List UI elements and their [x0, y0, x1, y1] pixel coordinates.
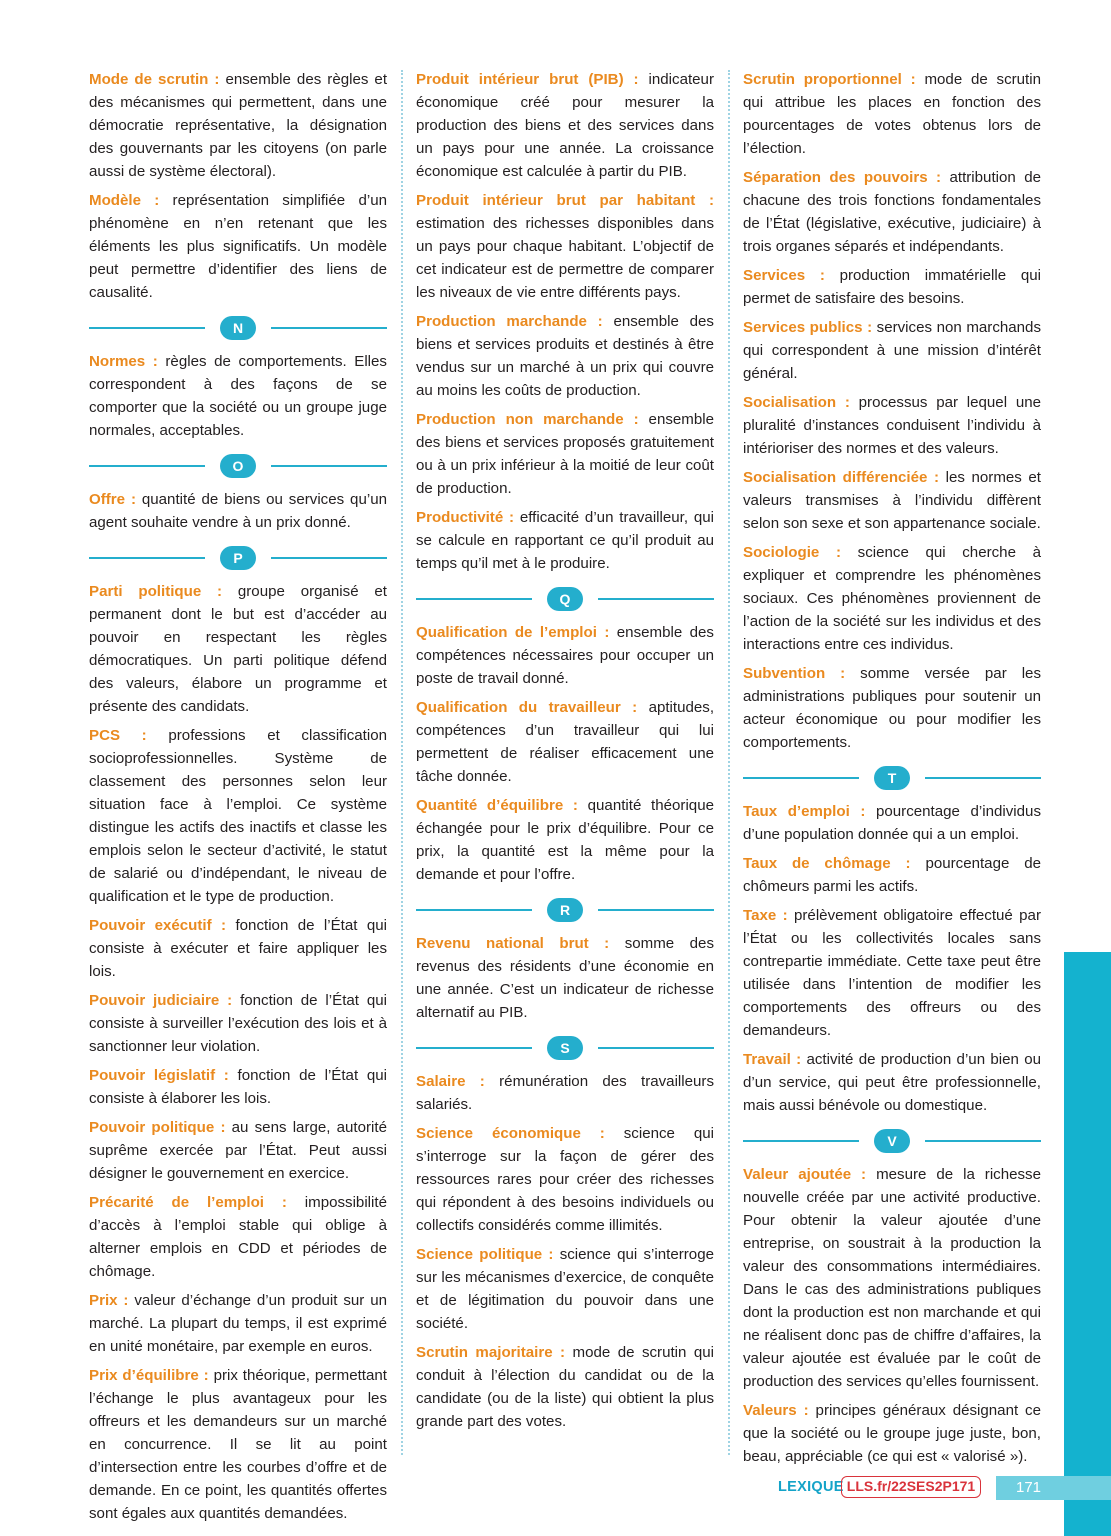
glossary-definition: impossibilité d’accès à l’emploi stable qui oblige à alterner emplois en CDD et périodes de chômage. [89, 1194, 387, 1280]
letter-badge: Q [547, 587, 583, 611]
letter-divider [416, 898, 714, 922]
glossary-term: Pouvoir judiciaire : [89, 992, 233, 1009]
glossary-definition: prélèvement obligatoire effectué par l’État ou les collectivités locales sans contrepartie immédiate. Cette taxe peut être utilisée dans l’intention de modifier les comportements des offreurs ou des demandeurs. [743, 907, 1041, 1039]
divider-line [416, 598, 532, 600]
glossary-definition: fonction de l’État qui consiste à surveiller l’exécution des lois et à sanctionner leur violation. [89, 992, 387, 1055]
glossary-term: Pouvoir législatif : [89, 1067, 229, 1084]
divider-line [925, 777, 1041, 779]
glossary-term: Parti politique : [89, 583, 223, 600]
glossary-entry [416, 794, 714, 886]
glossary-entry [743, 662, 1041, 754]
glossary-definition: rémunération des travailleurs salariés. [416, 1073, 715, 1113]
glossary-entry [743, 264, 1041, 310]
glossary-term: Pouvoir exécutif : [89, 917, 227, 934]
glossary-definition: mode de scrutin qui attribue les places en fonction des pourcentages de votes obtenus lors de l’élection. [743, 71, 1041, 157]
letter-divider [89, 454, 387, 478]
glossary-entry [416, 68, 714, 183]
glossary-definition: ensemble des règles et des mécanismes qui permettent, dans une démocratie représentative, la désignation des gouvernants par les citoyens (on parle aussi de système électoral). [89, 71, 388, 180]
glossary-term: Prix : [89, 1292, 129, 1309]
glossary-entry [416, 408, 714, 500]
letter-badge: N [220, 316, 256, 340]
glossary-term: Normes : [89, 353, 158, 370]
glossary-column-1 [89, 68, 387, 1531]
glossary-term: Productivité : [416, 509, 515, 526]
glossary-definition: processus par lequel une pluralité d’instances conduisent l’individu à intérioriser des normes et des valeurs. [743, 394, 1041, 457]
column-divider [728, 70, 730, 1455]
letter-badge: O [220, 454, 256, 478]
glossary-entry [743, 1399, 1041, 1468]
glossary-entry [89, 1116, 387, 1185]
glossary-column-3 [743, 68, 1041, 1474]
glossary-entry [416, 189, 714, 304]
glossary-definition: science qui s’interroge sur la façon de gérer des ressources rares pour créer des richesses qui répondent à des besoins individuels ou collectifs considérés comme illimités. [416, 1125, 714, 1234]
glossary-column-2 [416, 68, 714, 1439]
glossary-term: Services : [743, 267, 825, 284]
divider-line [743, 1140, 859, 1142]
glossary-definition: estimation des richesses disponibles dans un pays pour chaque habitant. L’objectif de cet indicateur est de permettre de comparer les niveaux de vie entre différents pays. [416, 215, 714, 301]
glossary-entry [743, 1163, 1041, 1393]
glossary-definition: services non marchands qui correspondent à une mission d’intérêt général. [743, 319, 1041, 382]
glossary-term: Prix d’équilibre : [89, 1367, 209, 1384]
glossary-definition: règles de comportements. Elles correspondent à des façons de se comporter que la société ou un groupe juge normales, acceptables. [89, 353, 387, 439]
letter-badge: T [874, 766, 910, 790]
glossary-definition: groupe organisé et permanent dont le but est d’accéder au pouvoir en respectant les règles démocratiques. Un parti politique défend des valeurs, élabore un programme et présente des candidats. [89, 583, 387, 715]
letter-divider [89, 316, 387, 340]
glossary-entry [89, 724, 387, 908]
glossary-term: Valeur ajoutée : [743, 1166, 867, 1183]
glossary-term: Pouvoir politique : [89, 1119, 226, 1136]
glossary-definition: somme des revenus des résidents d’une économie en une année. C’est un indicateur de richesse alternatif au PIB. [416, 935, 714, 1021]
glossary-entry [743, 391, 1041, 460]
glossary-definition: indicateur économique créé pour mesurer la production des biens et des services dans un pays pour une année. La croissance économique est calculée à partir du PIB. [416, 71, 714, 180]
glossary-term: Produit intérieur brut par habitant : [416, 192, 714, 209]
glossary-term: Salaire : [416, 1073, 485, 1090]
glossary-term: Travail : [743, 1051, 802, 1068]
glossary-entry [416, 932, 714, 1024]
glossary-term: Produit intérieur brut (PIB) : [416, 71, 639, 88]
glossary-definition: efficacité d’un travailleur, qui se calcule en rapportant ce qu’il produit au temps qu’il met à le produire. [416, 509, 714, 572]
glossary-entry [743, 852, 1041, 898]
glossary-entry [89, 1064, 387, 1110]
glossary-term: Taux de chômage : [743, 855, 911, 872]
glossary-definition: ensemble des compétences nécessaires pour occuper un poste de travail donné. [416, 624, 714, 687]
glossary-entry [89, 914, 387, 983]
divider-line [925, 1140, 1041, 1142]
glossary-definition: activité de production d’un bien ou d’un service, qui peut être professionnelle, mais aussi bénévole ou domestique. [743, 1051, 1041, 1114]
glossary-definition: valeur d’échange d’un produit sur un marché. La plupart du temps, il est exprimé en unité monétaire, par exemple en euros. [89, 1292, 387, 1355]
glossary-entry [743, 541, 1041, 656]
glossary-term: Taux d’emploi : [743, 803, 866, 820]
glossary-definition: fonction de l’État qui consiste à élaborer les lois. [89, 1067, 387, 1107]
letter-divider [743, 1129, 1041, 1153]
glossary-entry [743, 166, 1041, 258]
glossary-term: Mode de scrutin : [89, 71, 220, 88]
glossary-term: Scrutin proportionnel : [743, 71, 916, 88]
glossary-definition: professions et classification socioprofessionnelles. Système de classement des personnes selon leur situation face à l’emploi. Ce système distingue les actifs des inactifs et classe les emplois selon le secteur d’activité, le statut de salarié ou d’indépendant, le niveau de qualification et le type de production. [89, 727, 388, 905]
reference-link[interactable]: LLS.fr/22SES2P171 [841, 1476, 981, 1498]
glossary-term: Socialisation : [743, 394, 850, 411]
glossary-definition: pourcentage de chômeurs parmi les actifs. [743, 855, 1042, 895]
glossary-term: Taxe : [743, 907, 788, 924]
letter-badge: R [547, 898, 583, 922]
side-color-tab [1064, 952, 1111, 1536]
glossary-definition: pourcentage d’individus d’une population donnée qui a un emploi. [743, 803, 1041, 843]
glossary-term: Modèle : [89, 192, 160, 209]
glossary-definition: mesure de la richesse nouvelle créée par une activité productive. Pour obtenir la valeur ajoutée d’une entreprise, on soustrait à la production la valeur des consommations intermédiaires. Dans le cas des administrations publiques dont la production est non marchande et qui ne réalisent donc pas de chiffre d’affaires, la valeur ajoutée est évaluée par le coût de production des services qu’elles fournissent. [743, 1166, 1041, 1390]
letter-badge: S [547, 1036, 583, 1060]
glossary-entry [89, 989, 387, 1058]
glossary-term: Scrutin majoritaire : [416, 1344, 566, 1361]
divider-line [89, 327, 205, 329]
glossary-entry [89, 1191, 387, 1283]
glossary-entry [743, 800, 1041, 846]
glossary-definition: représentation simplifiée d’un phénomène en n’en retenant que les éléments les plus significatifs. Un modèle peut permettre d’identifier des liens de causalité. [89, 192, 387, 301]
glossary-term: Sociologie : [743, 544, 841, 561]
glossary-definition: quantité de biens ou services qu’un agent souhaite vendre à un prix donné. [89, 491, 387, 531]
divider-line [271, 327, 387, 329]
divider-line [416, 1047, 532, 1049]
glossary-term: Science économique : [416, 1125, 605, 1142]
letter-badge: V [874, 1129, 910, 1153]
glossary-definition: prix théorique, permettant l’échange le plus avantageux pour les offreurs et les demandeurs sur un marché en concurrence. Il se lit au point d’intersection entre les courbes d’offre et de demande. En ce point, les quantités offertes sont égales aux quantités demandées. [89, 1367, 387, 1522]
section-label: LEXIQUE [778, 1479, 844, 1495]
glossary-entry [743, 466, 1041, 535]
glossary-entry [416, 1243, 714, 1335]
glossary-entry [416, 506, 714, 575]
letter-divider [416, 1036, 714, 1060]
letter-divider [743, 766, 1041, 790]
divider-line [598, 1047, 714, 1049]
glossary-definition: ensemble des biens et services produits et destinés à être vendus sur un marché à un prix qui couvre au moins les coûts de production. [416, 313, 714, 399]
glossary-term: Qualification du travailleur : [416, 699, 638, 716]
glossary-definition: mode de scrutin qui conduit à l’élection du candidat ou de la candidate (ou de la liste) qui obtient la plus grande part des votes. [416, 1344, 714, 1430]
divider-line [271, 557, 387, 559]
glossary-entry [416, 621, 714, 690]
glossary-definition: attribution de chacune des trois fonctions fondamentales de l’État (législative, exécutive, judiciaire) à trois organes séparés et indépendants. [743, 169, 1041, 255]
divider-line [89, 465, 205, 467]
glossary-entry [743, 904, 1041, 1042]
divider-line [743, 777, 859, 779]
glossary-term: Socialisation différenciée : [743, 469, 940, 486]
glossary-definition: production immatérielle qui permet de satisfaire des besoins. [743, 267, 1041, 307]
glossary-entry [89, 189, 387, 304]
glossary-definition: fonction de l’État qui consiste à exécuter et faire appliquer les lois. [89, 917, 388, 980]
divider-line [598, 909, 714, 911]
glossary-entry [89, 1289, 387, 1358]
glossary-entry [416, 310, 714, 402]
glossary-definition: principes généraux désignant ce que la société ou le groupe juge juste, bon, beau, appréciable (ce qui est « valorisé »). [743, 1402, 1041, 1465]
divider-line [416, 909, 532, 911]
glossary-term: Revenu national brut : [416, 935, 610, 952]
glossary-entry [416, 1070, 714, 1116]
letter-divider [89, 546, 387, 570]
glossary-entry [416, 696, 714, 788]
glossary-definition: quantité théorique échangée pour le prix d’équilibre. Pour ce prix, la quantité est la même pour la demande et pour l’offre. [416, 797, 714, 883]
glossary-term: Production marchande : [416, 313, 603, 330]
divider-line [271, 465, 387, 467]
letter-badge: P [220, 546, 256, 570]
glossary-entry [89, 488, 387, 534]
glossary-term: Science politique : [416, 1246, 554, 1263]
page-number: 171 [996, 1476, 1111, 1500]
glossary-term: Offre : [89, 491, 136, 508]
glossary-definition: somme versée par les administrations publiques pour soutenir un acteur économique ou pour modifier les comportements. [743, 665, 1041, 751]
column-divider [401, 70, 403, 1455]
glossary-entry [743, 68, 1041, 160]
glossary-entry [743, 316, 1041, 385]
glossary-entry [416, 1341, 714, 1433]
glossary-definition: au sens large, autorité suprême exercée par l’État. Peut aussi désigner le gouvernement en exercice. [89, 1119, 387, 1182]
glossary-term: Subvention : [743, 665, 846, 682]
glossary-term: Qualification de l’emploi : [416, 624, 610, 641]
glossary-definition: les normes et valeurs transmises à l’individu diffèrent selon son sexe et son appartenance sociale. [743, 469, 1041, 532]
glossary-entry [89, 350, 387, 442]
glossary-term: Quantité d’équilibre : [416, 797, 578, 814]
glossary-definition: science qui s’interroge sur les mécanismes d’exercice, de conquête et de légitimation du pouvoir dans une société. [416, 1246, 714, 1332]
glossary-entry [89, 580, 387, 718]
glossary-term: Services publics : [743, 319, 873, 336]
letter-divider [416, 587, 714, 611]
glossary-term: PCS : [89, 727, 147, 744]
divider-line [598, 598, 714, 600]
glossary-term: Séparation des pouvoirs : [743, 169, 942, 186]
glossary-entry [416, 1122, 714, 1237]
glossary-entry [743, 1048, 1041, 1117]
glossary-entry [89, 1364, 387, 1525]
glossary-definition: ensemble des biens et services proposés gratuitement ou à un prix inférieur à la moitié de leur coût de production. [416, 411, 714, 497]
glossary-term: Précarité de l’emploi : [89, 1194, 287, 1211]
divider-line [89, 557, 205, 559]
glossary-entry [89, 68, 387, 183]
glossary-definition: aptitudes, compétences d’un travailleur qui lui permettent de réaliser efficacement une tâche donnée. [416, 699, 715, 785]
glossary-term: Valeurs : [743, 1402, 809, 1419]
glossary-definition: science qui cherche à expliquer et comprendre les phénomènes sociaux. Ces phénomènes proviennent de l’action de la société sur les individus et des interactions entre ces individus. [743, 544, 1041, 653]
glossary-term: Production non marchande : [416, 411, 639, 428]
